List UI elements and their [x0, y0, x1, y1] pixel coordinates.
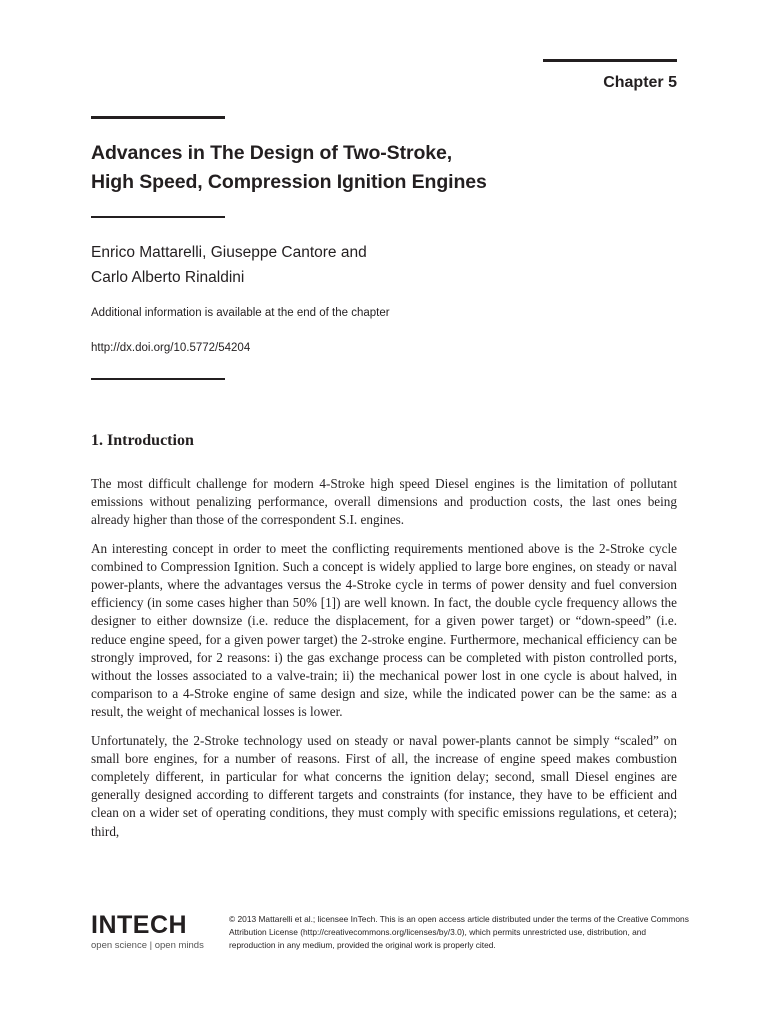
chapter-title: [91, 139, 691, 197]
doi-bottom-rule: [91, 378, 225, 380]
body-text: [91, 475, 677, 851]
authors-line-1: Enrico Mattarelli, Giuseppe Cantore and: [91, 244, 367, 261]
authors-line-2: Carlo Alberto Rinaldini: [91, 269, 245, 286]
authors: [91, 240, 591, 290]
intech-logo: [91, 911, 204, 951]
chapter-title-line-1: Advances in The Design of Two-Stroke,: [91, 142, 453, 164]
license-notice: © 2013 Mattarelli et al.; licensee InTech. This is an open access article distributed under the terms of the Creative Commons Attribution License (http://creativecommons.org/licenses/by/3.0), which permits unrestricted use, distribution, and reproduction in any medium, provided the original work is properly cited.: [229, 914, 689, 951]
title-top-rule: [91, 116, 225, 119]
paragraph: Unfortunately, the 2-Stroke technology used on steady or naval power-plants cannot be simply “scaled” on small bore engines, for a number of reasons. First of all, the increase of engine speed makes combustion completely different, in particular for what concerns the ignition delay; second, small Diesel engines are generally designed according to different targets and constraints (for instance, they have to be efficient and clean on a wider set of operating conditions, they must comply with specific emissions regulations, et cetera); third,: [91, 732, 677, 839]
chapter-label: Chapter 5: [603, 74, 677, 91]
logo-text: INTECH: [91, 911, 188, 939]
paragraph: An interesting concept in order to meet the conflicting requirements mentioned above is the 2-Stroke cycle combined to Compression Ignition. Such a concept is widely applied to large bore engines, on steady or naval power-plants, where the advantages versus the 4-Stroke cycle in terms of power density and fuel conversion efficiency (in some cases higher than 50% [1]) are well known. In fact, the double cycle frequency allows the designer to either downsize (i.e. reduce the displacement, for a given power target) or “down-speed” (i.e. reduce engine speed, for a given power target) the 2-stroke engine. Furthermore, mechanical efficiency can be strongly improved, for 2 reasons: i) the gas exchange process can be completed with piston controlled ports, without the losses associated to a valve-train; ii) the mechanical power lost in one cycle is about halved, in comparison to a 4-Stroke engine of same design and size, while the indicated power can be the same: as a result, the weight of mechanical losses is lower.: [91, 540, 677, 720]
paragraph: The most difficult challenge for modern 4-Stroke high speed Diesel engines is the limitation of pollutant emissions without penalizing performance, overall dimensions and production costs, the last ones being already higher than those of the correspondent S.I. engines.: [91, 476, 677, 528]
section-heading: 1. Introduction: [91, 432, 194, 449]
title-bottom-rule: [91, 216, 225, 218]
additional-info-note: Additional information is available at the end of the chapter: [91, 307, 390, 319]
chapter-top-rule: [543, 59, 677, 62]
logo-tagline: open science | open minds: [91, 940, 204, 951]
chapter-title-line-2: High Speed, Compression Ignition Engines: [91, 171, 487, 193]
doi-link[interactable]: http://dx.doi.org/10.5772/54204: [91, 342, 251, 354]
